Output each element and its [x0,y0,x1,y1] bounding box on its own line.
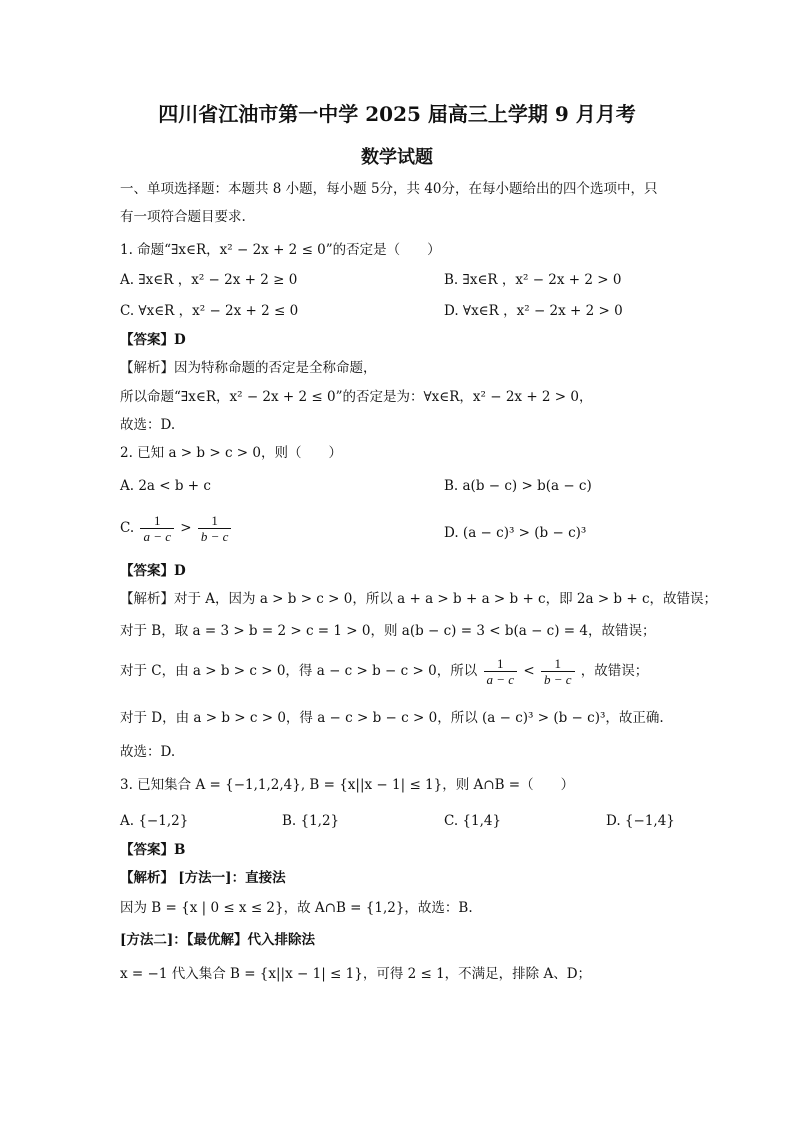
q2-analysis-b: 对于 B，取 a = 3 > b = 2 > c = 1 > 0，则 a(b − c) = 3 < b(a − c) = 4，故错误； [120,623,656,639]
fraction-denominator: a − c [484,671,518,687]
q3-option-c: C. {1,4} [444,813,502,829]
fraction-numerator: 1 [153,513,161,528]
q2-answer: 【答案】D [120,563,186,579]
q3-method1-body: 因为 B = {x | 0 ≤ x ≤ 2}，故 A∩B = {1,2}，故选：B. [120,900,473,916]
q2-option-c-operator: > [180,520,192,536]
q1-option-d: D. ∀x∈R ，x² − 2x + 2 > 0 [444,303,623,319]
q2-option-c-label: C. [120,520,135,536]
q3-option-b: B. {1,2} [282,813,340,829]
q2-option-c-left-fraction [140,513,174,544]
q2-option-b: B. a(b − c) > b(a − c) [444,478,592,494]
q1-analysis-line3: 故选：D. [120,417,176,433]
fraction-denominator: b − c [541,671,575,687]
q2-analysis-c [120,656,648,687]
q1-analysis-line1: 【解析】因为特称命题的否定是全称命题， [120,360,377,376]
q3-option-d: D. {−1,4} [606,813,675,829]
section-intro-line2: 有一项符合题目要求. [120,209,246,225]
q2-analysis-c-left-fraction [484,656,518,687]
q1-option-c: C. ∀x∈R ，x² − 2x + 2 ≤ 0 [120,303,299,319]
q2-analysis-d: 对于 D，由 a > b > c > 0，得 a − c > b − c > 0，所以 (a − c)³ > (b − c)³，故正确. [120,710,664,726]
q3-answer: 【答案】B [120,842,186,858]
q2-stem: 2. 已知 a > b > c > 0，则（ ） [120,445,342,461]
fraction-numerator: 1 [497,656,504,671]
q3-option-a: A. {−1,2} [120,813,189,829]
fraction-numerator: 1 [554,656,561,671]
section-intro-line1: 一、单项选择题：本题共 8 小题，每小题 5分，共 40分，在每小题给出的四个选项中，只 [120,181,658,197]
page-title: 四川省江油市第一中学 2025 届高三上学期 9 月月考 [158,102,636,126]
q2-analysis-c-right-fraction [541,656,575,687]
page-subtitle: 数学试题 [361,147,433,168]
q1-analysis-line2: 所以命题“∃x∈R，x² − 2x + 2 ≤ 0”的否定是为：∀x∈R，x² − 2x + 2 > 0， [120,389,593,405]
fraction-numerator: 1 [211,513,218,528]
q2-option-a: A. 2a < b + c [120,478,211,494]
q1-option-a: A. ∃x∈R ，x² − 2x + 2 ≥ 0 [120,272,298,288]
q2-analysis-a: 【解析】对于 A，因为 a > b > c > 0，所以 a + a > b + a > b + c，即 2a > b + c，故错误； [120,591,718,607]
q3-stem: 3. 已知集合 A = {−1,1,2,4}, B = {x||x − 1| ≤ 1}，则 A∩B =（ ） [120,777,575,793]
q3-method1-heading [120,868,286,888]
q3-method2-body: x = −1 代入集合 B = {x||x − 1| ≤ 1}，可得 2 ≤ 1，不满足，排除 A、D； [120,966,592,982]
q2-analysis-c-suffix: ，故错误； [580,663,649,679]
q2-option-c-right-fraction [198,513,232,544]
q1-option-b: B. ∃x∈R ，x² − 2x + 2 > 0 [444,272,622,288]
q2-conclusion: 故选：D. [120,744,176,760]
q2-analysis-c-prefix: 对于 C，由 a > b > c > 0，得 a − c > b − c > 0，所以 [120,663,478,679]
q1-stem: 1. 命题“∃x∈R，x² − 2x + 2 ≤ 0”的否定是（ ） [120,242,441,258]
q3-method1-title: [方法一]：直接法 [178,870,286,886]
q1-answer: 【答案】D [120,332,186,348]
q2-option-d: D. (a − c)³ > (b − c)³ [444,525,587,541]
q3-method2-title: [方法二]：【最优解】代入排除法 [120,932,316,948]
q3-analysis-label: 【解析】 [120,870,174,886]
q2-analysis-c-operator: < [523,663,535,679]
fraction-denominator: b − c [198,528,232,544]
fraction-denominator: a − c [140,528,174,544]
q2-option-c [120,513,233,544]
